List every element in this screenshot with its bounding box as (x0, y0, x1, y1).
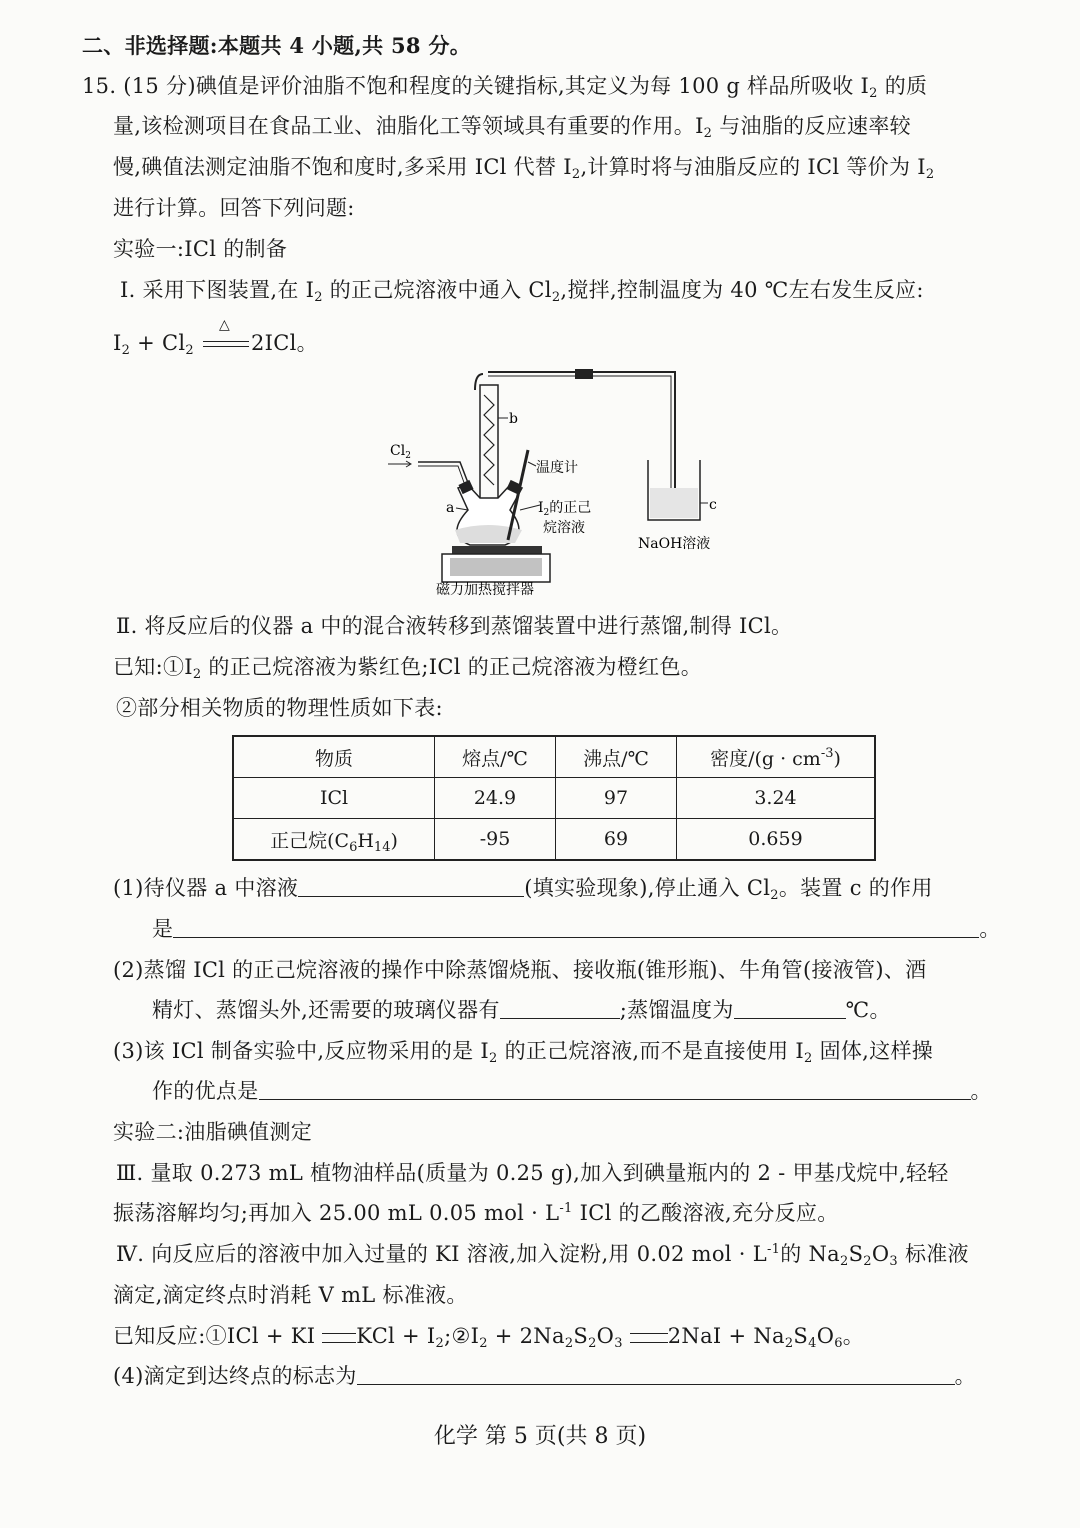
label-a: a (446, 500, 455, 516)
q15-line-2: 量,该检测项目在食品工业、油脂化工等领域具有重要的作用。$I_2$ 与油脂的反应速率较 (113, 114, 911, 141)
table-cell: 3.24 (677, 778, 876, 819)
table-row (233, 819, 875, 861)
apparatus-diagram (380, 360, 720, 600)
naoh-label: NaOH溶液 (638, 536, 711, 552)
question-2: (2)蒸馏 ICl 的正己烷溶液的操作中除蒸馏烧瓶、接收瓶(锥形瓶)、牛角管(接液管)、酒 (113, 958, 927, 982)
step-3-line-1: Ⅲ. 量取 0.273 mL 植物油样品(质量为 0.25 g),加入到碘量瓶内的 2 - 甲基戊烷中,轻轻 (116, 1161, 949, 1185)
table-header: 物质 (233, 736, 435, 778)
answer-blank-3[interactable] (259, 1081, 971, 1100)
question-3-cont: 作的优点是 。 (152, 1079, 992, 1103)
label-c: c (709, 497, 717, 513)
step-1-text: Ⅰ. 采用下图装置,在 $I_2$ 的正己烷溶液中通入 $Cl_2$,搅拌,控制温度为 40 ℃左右发生反应: (120, 278, 924, 305)
table-cell: ICl (233, 778, 435, 819)
step-3-line-2: 振荡溶解均匀;再加入 25.00 mL 0.05 mol · $L^{-1}$ ICl 的乙酸溶液,充分反应。 (113, 1201, 839, 1225)
cl2-inlet-label: $Cl_2$ (390, 443, 411, 461)
solution-label-line2: 烷溶液 (543, 520, 585, 536)
naoh-solution (650, 488, 698, 518)
question-3: (3)该 ICl 制备实验中,反应物采用的是 $I_2$ 的正己烷溶液,而不是直接使用 $I_2$ 固体,这样操 (113, 1039, 934, 1066)
heat-symbol: △ (218, 316, 231, 333)
answer-blank-1b[interactable] (173, 919, 979, 938)
table-header-row (233, 736, 875, 778)
question-1-cont: 是 。 (152, 917, 1001, 941)
stirrer-plate (452, 546, 542, 554)
answer-blank-2a[interactable] (500, 1000, 620, 1019)
experiment-2-title: 实验二:油脂碘值测定 (113, 1120, 313, 1144)
table-cell: 97 (556, 778, 677, 819)
table-cell: -95 (435, 819, 556, 861)
step-2-text: Ⅱ. 将反应后的仪器 a 中的混合液转移到蒸馏装置中进行蒸馏,制得 ICl。 (116, 614, 793, 638)
table-header: 密度$/(g \cdot cm^{-3})$ (677, 736, 876, 778)
step-4-line-2: 滴定,滴定终点时消耗 V mL 标准液。 (113, 1283, 468, 1307)
tube-connector (575, 369, 593, 379)
answer-blank-4[interactable] (357, 1366, 955, 1385)
step-4-line-1: Ⅳ. 向反应后的溶液中加入过量的 KI 溶液,加入淀粉,用 0.02 mol · $L^{-1}$的 $Na_2S_2O_3$ 标准液 (116, 1242, 969, 1269)
answer-blank-1a[interactable] (298, 878, 524, 897)
q15-line-1: 15. (15 分)碘值是评价油脂不饱和程度的关键指标,其定义为每 100 g 样品所吸收 $I_2$ 的质 (82, 74, 928, 101)
equals-sign-heat (203, 316, 249, 350)
condenser-coil (484, 395, 494, 485)
page-footer: 化学 第 5 页(共 8 页) (433, 1424, 647, 1449)
reaction-equation: $I_2 + Cl_2$ △ 2ICl。 (113, 316, 318, 358)
q15-line-3: 慢,碘值法测定油脂不饱和度时,多采用 ICl 代替 $I_2$,计算时将与油脂反应的 ICl 等价为 $I_2$ (113, 155, 935, 182)
question-4: (4)滴定到达终点的标志为 。 (113, 1364, 976, 1388)
section-title: 二、非选择题:本题共 4 小题,共 58 分。 (82, 33, 472, 58)
known-1: 已知$:①I_2$ 的正己烷溶液为紫红色;ICl 的正己烷溶液为橙红色。 (113, 655, 703, 682)
table-cell: 0.659 (677, 819, 876, 861)
table-cell: 69 (556, 819, 677, 861)
table-cell: 24.9 (435, 778, 556, 819)
table-row (233, 778, 875, 819)
table-cell: 正己烷$(C_6H_{14})$ (233, 819, 435, 861)
table-header: 沸点/℃ (556, 736, 677, 778)
stirrer-label: 磁力加热搅拌器 (436, 582, 534, 598)
known-2: ②部分相关物质的物理性质如下表: (116, 696, 443, 720)
table-header: 熔点/℃ (435, 736, 556, 778)
label-b: b (509, 411, 518, 427)
experiment-1-title: 实验一:ICl 的制备 (113, 237, 288, 261)
q15-line-4: 进行计算。回答下列问题: (113, 196, 355, 220)
question-1: (1)待仪器 a 中溶液 (填实验现象),停止通入 $Cl_2$。装置 c 的作用 (113, 876, 933, 903)
solution-label-line1: $I_2$的正己 (538, 500, 592, 518)
question-2-cont: 精灯、蒸馏头外,还需要的玻璃仪器有 ;蒸馏温度为 ℃。 (152, 998, 891, 1022)
answer-blank-2b[interactable] (734, 1000, 846, 1019)
physical-properties-table (232, 735, 876, 861)
known-reactions: 已知反应:①ICl + KI KCl + $I_2;②I_2 + 2Na_2S_2O_3$ $2NaI + Na_2S_4O_6$。 (113, 1324, 865, 1351)
thermometer-label: 温度计 (536, 460, 578, 476)
condenser-b (480, 385, 498, 500)
